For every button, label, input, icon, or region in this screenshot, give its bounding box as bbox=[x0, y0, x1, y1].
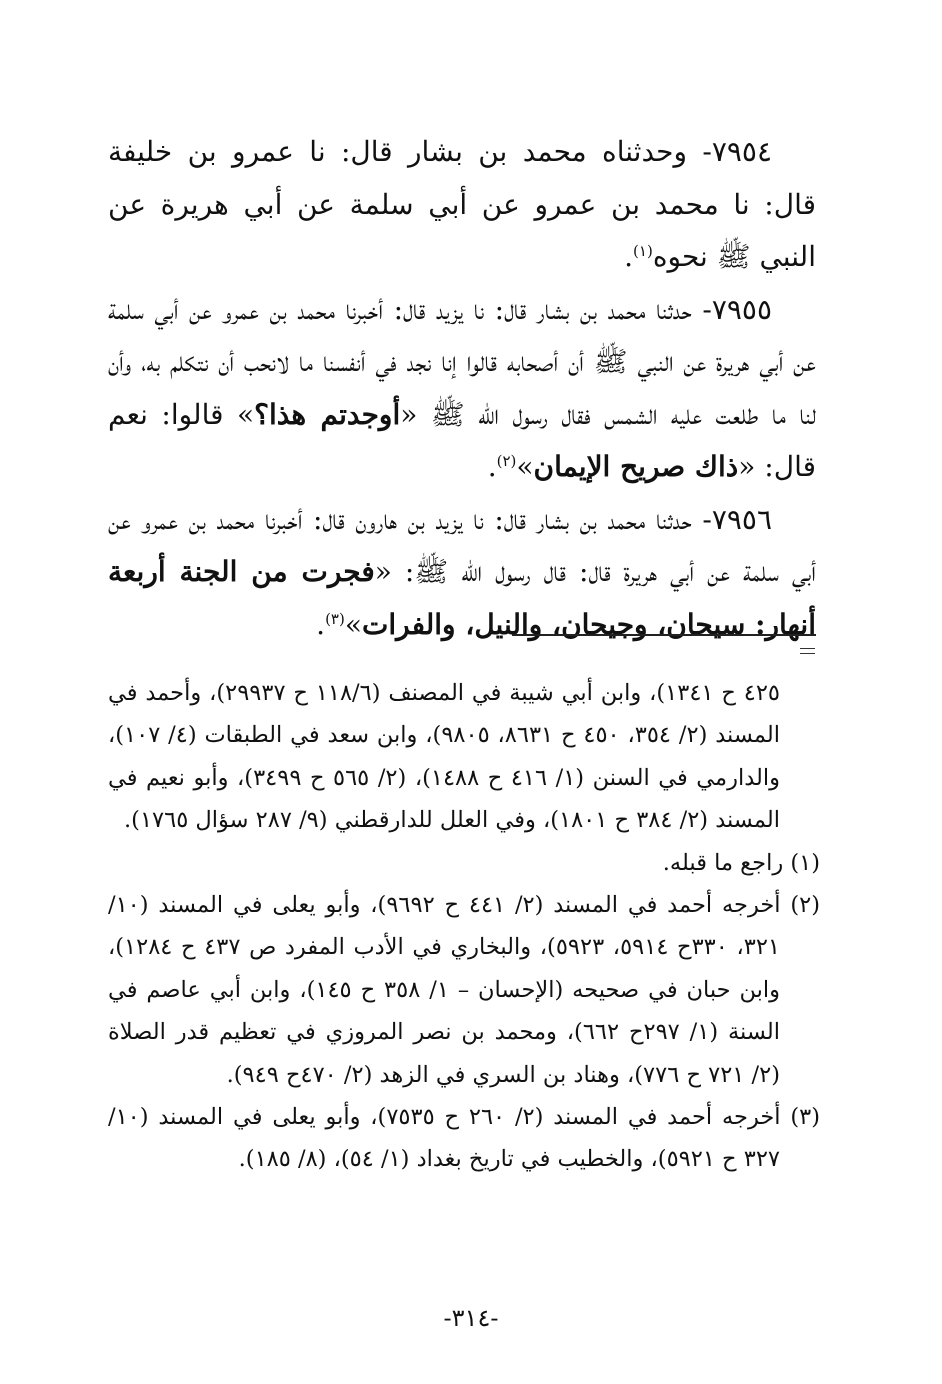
text-segment: ٧٩٥٥- حدثنا محمد بن بشار قال: نا يزيد قال: أخبرنا محمد بن عمرو عن أبي سلمة عن أبي هريرة عن النبي ﷺ أن أصحابه قالوا إنا نجد في أنفسنا ما لانحب أن نتكلم به، وأن لنا ما طلعت عليه الشمس فقال رسول الله ﷺ « bbox=[108, 292, 816, 431]
hadith-paragraph bbox=[108, 126, 816, 284]
text-segment: . bbox=[624, 240, 634, 273]
hadith-paragraph bbox=[108, 284, 816, 494]
footnote: (١) راجع ما قبله. bbox=[662, 849, 820, 876]
hadith-paragraph bbox=[108, 494, 816, 652]
text-segment: ٧٩٥٤- وحدثناه محمد بن بشار قال: نا عمرو بن خليفة قال: نا محمد بن عمرو عن أبي سلمة عن أبي هريرة عن النبي ﷺ نحوه bbox=[108, 135, 816, 273]
text-segment: . bbox=[487, 450, 497, 483]
text-segment: . bbox=[316, 607, 326, 641]
text-segment: » bbox=[344, 607, 362, 641]
footnotes-block bbox=[108, 672, 820, 1181]
hadith-text-block bbox=[108, 126, 816, 651]
footnote: (٢) أخرجه أحمد في المسند (٢/ ٤٤١ ح ٩٦٩٢)، وأبو يعلى في المسند (١٠/ ٣٢١، ٣٣٠ح ٥٩١٤، ٥٩٢٣)، والبخاري في الأدب المفرد ص ٤٣٧ ح ١٢٨٤)، وابن حبان في صحيحه (الإحسان – ١/ ٣٥٨ ح ١٤٥)، وابن أبي عاصم في السنة (١/ ٢٩٧ح ٦٦٢)، ومحمد بن نصر المروزي في تعظيم قدر الصلاة (٢/ ٧٢١ ح ٧٧٦)، وهناد بن السري في الزهد (٢/ ٤٧٠ح ٩٤٩). bbox=[108, 892, 821, 1088]
text-segment: » bbox=[516, 450, 534, 483]
footnote-ref: (١) bbox=[633, 242, 653, 260]
footnote-separator bbox=[512, 634, 816, 636]
prophetic-quote: ذاك صريح الإيمان bbox=[533, 450, 739, 483]
prophetic-quote: فجرت من الجنة أربعة أنهار: سيحان، وجيحان، والنيل، والفرات bbox=[108, 555, 816, 641]
footnote: (٣) أخرجه أحمد في المسند (٢/ ٢٦٠ ح ٧٥٣٥)، وأبو يعلى في المسند (١٠/ ٣٢٧ ح ٥٩٢١)، والخطيب في تاريخ بغداد (١/ ٥٤)، (٨/ ١٨٥). bbox=[108, 1104, 821, 1173]
text-segment: ٧٩٥٦- حدثنا محمد بن بشار قال: نا يزيد بن هارون قال: أخبرنا محمد بن عمرو عن أبي سلمة عن أبي هريرة قال: قال رسول الله ﷺ: « bbox=[108, 502, 816, 588]
footnote-ref: (٣) bbox=[325, 609, 345, 628]
footnote-continuation: ٤٢٥ ح ١٣٤١)، وابن أبي شيبة في المصنف (١١٨/٦ ح ٢٩٩٣٧)، وأحمد في المسند (٢/ ٣٥٤، ٤٥٠ ح ٨٦٣١، ٩٨٠٥)، وابن سعد في الطبقات (٤/ ١٠٧)، والدارمي في السنن (١/ ٤١٦ ح ١٤٨٨)، (٢/ ٥٦٥ ح ٣٤٩٩)، وأبو نعيم في المسند (٢/ ٣٨٤ ح ١٨٠١)، وفي العلل للدارقطني (٩/ ٢٨٧ سؤال ١٧٦٥). bbox=[108, 680, 781, 834]
text-segment: » قالوا: نعم قال: « bbox=[108, 397, 816, 483]
continuation-mark bbox=[800, 648, 815, 654]
page-number: -٣١٤- bbox=[443, 1304, 499, 1332]
prophetic-quote: أوجدتم هذا؟ bbox=[254, 397, 401, 431]
footnote-ref: (٢) bbox=[496, 452, 517, 470]
